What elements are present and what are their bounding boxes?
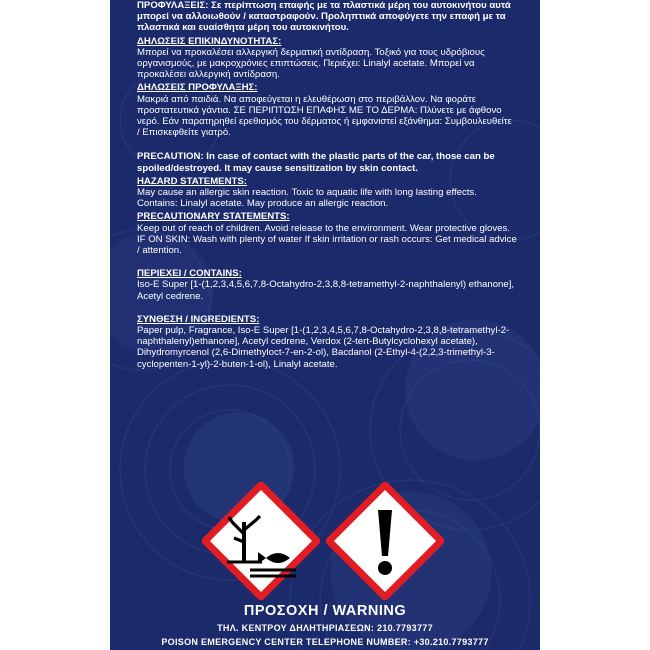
english-hazard-text: May cause an allergic skin reaction. Toxic to aquatic life with long lasting effects. Contains: Linalyl acetate. May produce an allergic reaction. bbox=[137, 187, 477, 210]
english-precaution: PRECAUTION: In case of contact with the plastic parts of the car, those can be spoiled/destroyed. It may cause sensitization by skin contact. bbox=[137, 151, 495, 174]
greek-hazard-heading: ΔΗΛΩΣΕΙΣ ΕΠΙΚΙΝΔΥΝΟΤΗΤΑΣ: bbox=[137, 35, 282, 47]
environment-hazard-icon bbox=[202, 482, 320, 600]
english-hazard-heading: HAZARD STATEMENTS: bbox=[137, 175, 247, 187]
greek-prevention-heading: ΔΗΛΩΣΕΙΣ ΠΡΟΦΥΛΑΞΗΣ: bbox=[137, 82, 258, 94]
ingredients-text: Paper pulp, Fragrance, Iso-E Super [1-(1,2,3,4,5,6,7,8-Octahydro-2,3,8,8-tetramethyl-2-naphthalenyl)ethanone], Acetyl cedrene, Verdox (2-tert-Butylcyclohexyl acetate), Dihydromyrcenol (2,6-Dimethyloct-7-en-2-ol), Bacdanol (2-Ethyl-4-(2,2,3-trimethyl-3-cyclopenten-1-yl)-2-buten-1-ol), Linalyl acetate. bbox=[137, 325, 510, 370]
greek-poison-phone: ΤΗΛ. ΚΕΝΤΡΟΥ ΔΗΛΗΤΗΡΙΑΣΕΩΝ: 210.7793777 bbox=[217, 623, 433, 633]
warning-title: ΠΡΟΣΟΧΗ / WARNING bbox=[243, 603, 407, 619]
ingredients-heading: ΣΥΝΘΕΣΗ / INGREDIENTS: bbox=[137, 313, 260, 325]
exclamation-mark-icon bbox=[326, 482, 444, 600]
greek-hazard-text: Μπορεί να προκαλέσει αλλεργική δερματική αντίδραση. Τοξικό για τους υδρόβιους οργανισμούς, με μακροχρόνιες επιπτώσεις. Περιέχει: Linalyl acetate. Μπορεί να προκαλέσει αλλεργική αντίδραση. bbox=[137, 46, 485, 81]
greek-precaution: ΠΡΟΦΥΛΑΞΕΙΣ: Σε περίπτωση επαφής με τα πλαστικά μέρη του αυτοκινήτου αυτά μπορεί να αλλοιωθούν / καταστραφούν. Προληπτικά αποφύγετε την επαφή με τα πλαστικά και ευαίσθητα μέρη του αυτοκινήτου. bbox=[137, 0, 511, 34]
contains-heading: ΠΕΡΙΕΧΕΙ / CONTAINS: bbox=[137, 268, 242, 280]
english-poison-phone: POISON EMERGENCY CENTER TELEPHONE NUMBER: +30.210.7793777 bbox=[161, 637, 489, 647]
greek-prevention-text: Μακριά από παιδιά. Να αποφεύγεται η ελευθέρωση στο περιβάλλον. Να φοράτε προστατευτικά γάντια. ΣΕ ΠΕΡΙΠΤΩΣΗ ΕΠΑΦΗΣ ΜΕ ΤΟ ΔΕΡΜΑ: Πλύνετε με άφθονο νερό. Εάν παρατηρηθεί ερεθισμός του δέρματος ή εμφανιστεί εξάνθημα: Συμβουλευθείτε / Επισκεφθείτε γιατρό. bbox=[137, 93, 512, 139]
product-label bbox=[110, 0, 540, 650]
label-text bbox=[137, 0, 517, 370]
ghs-pictograms bbox=[202, 482, 452, 600]
contains-text: Iso-E Super [1-(1,2,3,4,5,6,7,8-Octahydro-2,3,8,8-tetramethyl-2-naphthalenyl) ethanone], Acetyl cedrene. bbox=[137, 279, 515, 302]
english-precautionary-text: Keep out of reach of children. Avoid release to the environment. Wear protective gloves. IF ON SKIN: Wash with plenty of water If skin irritation or rash occurs: Get medical advice / attention. bbox=[137, 222, 517, 257]
english-precautionary-heading: PRECAUTIONARY STATEMENTS: bbox=[137, 211, 290, 223]
